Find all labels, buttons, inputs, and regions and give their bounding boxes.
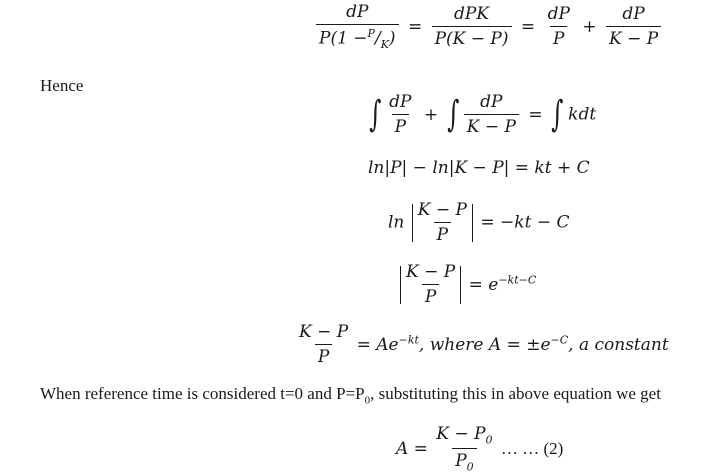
equation-ln-abs: ln $\frac{K - P}{P}$ = −kt − C xyxy=(388,200,570,245)
equation-log: ln|P| − ln|K − P| = kt + C xyxy=(368,158,590,178)
body-paragraph: When reference time is considered t=0 and $P=P_0$, substituting this in above equation we get xyxy=(40,384,661,407)
equation-constant-a: $\frac{K - P}{P}$ = $Ae^{-kt}$, where $A = \pm e^{-C}$, a constant xyxy=(299,322,669,367)
fraction-r1: $\frac{dP}{P}$ xyxy=(547,4,570,50)
equation-integral: ∫ $\frac{dP}{P}$ + ∫ $\frac{dP}{K - P}$ = ∫ kdt xyxy=(369,92,597,137)
fraction-middle: $\frac{\text{dPK}}{P(K - P)}$ xyxy=(432,4,512,49)
equation-2: A = $\frac{K - P_0}{P_0}$ … … (2) xyxy=(396,424,564,474)
equation-partial-fractions: $\frac{dP}{P(1 -^P/_K)}$ = $\frac{\text{dPK}}{P(K - P)}$ = $\frac{dP}{P}$ + $\frac{dP}{K - P}$ xyxy=(316,2,661,51)
equation-exp-abs: $\frac{K - P}{P}$ = $e^{-kt-C}$ xyxy=(398,262,536,307)
fraction-r2: $\frac{dP}{K - P}$ xyxy=(606,4,661,49)
fraction-lhs: $\frac{dP}{P(1 -^P/_K)}$ xyxy=(316,2,399,51)
hence-label: Hence xyxy=(40,76,84,95)
